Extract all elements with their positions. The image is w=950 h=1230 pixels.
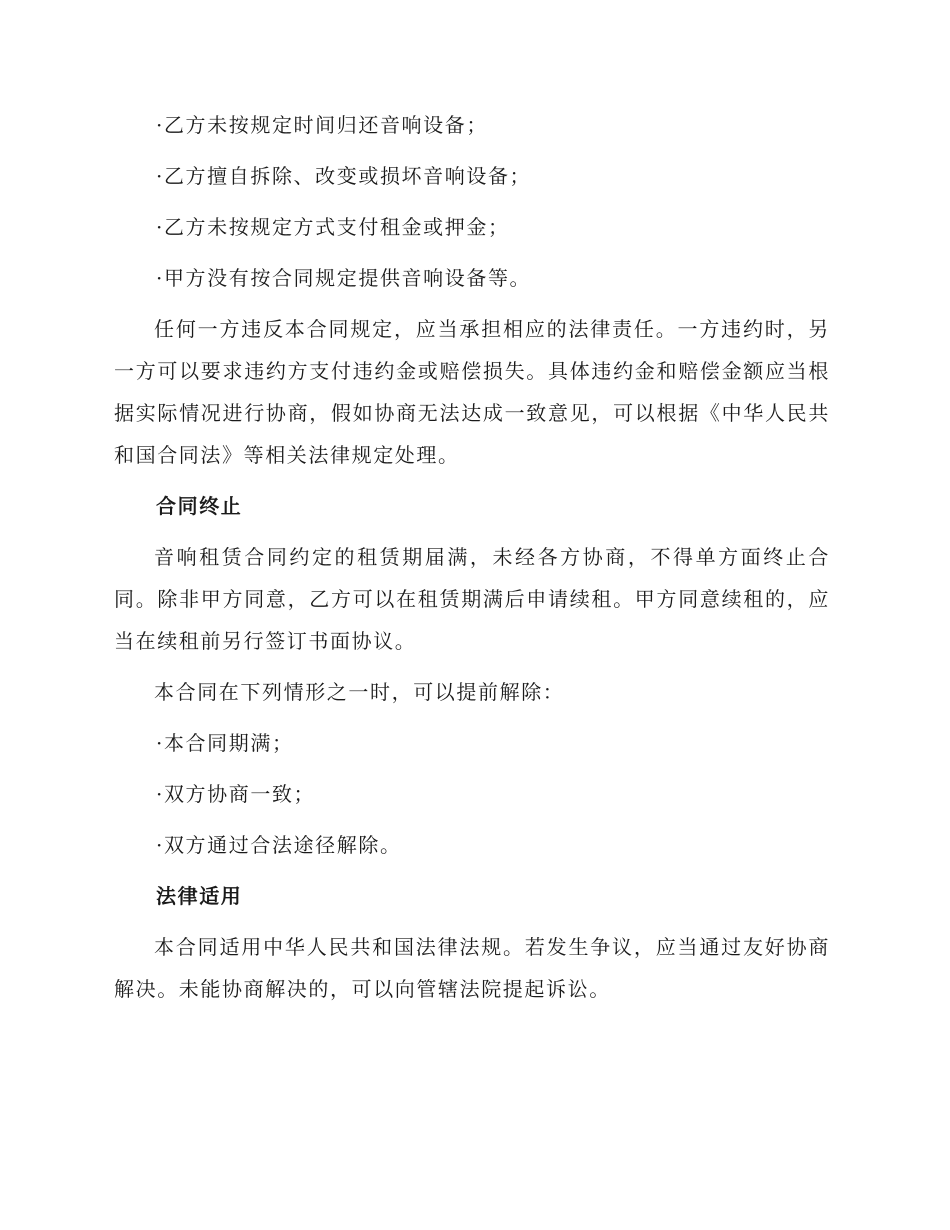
paragraph-applicable-law: 本合同适用中华人民共和国法律法规。若发生争议，应当通过友好协商解决。未能协商解决的，可以向管辖法院提起诉讼。 [114,935,830,1001]
list-item-mutual-agreement: ·双方协商一致； [156,782,316,806]
list-item-payment-default: ·乙方未按规定方式支付租金或押金； [156,215,510,239]
document-body [114,104,830,1019]
list-item-legal-termination: ·双方通过合法途径解除。 [156,833,402,857]
list-item-lessor-default: ·甲方没有按合同规定提供音响设备等。 [156,266,532,290]
section-heading-applicable-law: 法律适用 [156,884,243,908]
list-item-late-return: ·乙方未按规定时间归还音响设备； [156,113,488,137]
paragraph-breach-liability: 任何一方违反本合同规定，应当承担相应的法律责任。一方违约时，另一方可以要求违约方支付违约金或赔偿损失。具体违约金和赔偿金额应当根据实际情况进行协商，假如协商无法达成一致意见，可以根据《中华人民共和国合同法》等相关法律规定处理。 [114,317,830,467]
paragraph-early-termination-intro: 本合同在下列情形之一时，可以提前解除： [154,680,565,704]
paragraph-termination: 音响租赁合同约定的租赁期届满，未经各方协商，不得单方面终止合同。除非甲方同意，乙方可以在租赁期满后申请续租。甲方同意续租的，应当在续租前另行签订书面协议。 [114,545,830,653]
section-heading-termination: 合同终止 [156,494,243,518]
list-item-contract-expiry: ·本合同期满； [156,731,294,755]
list-item-damage-equipment: ·乙方擅自拆除、改变或损坏音响设备； [156,164,532,188]
